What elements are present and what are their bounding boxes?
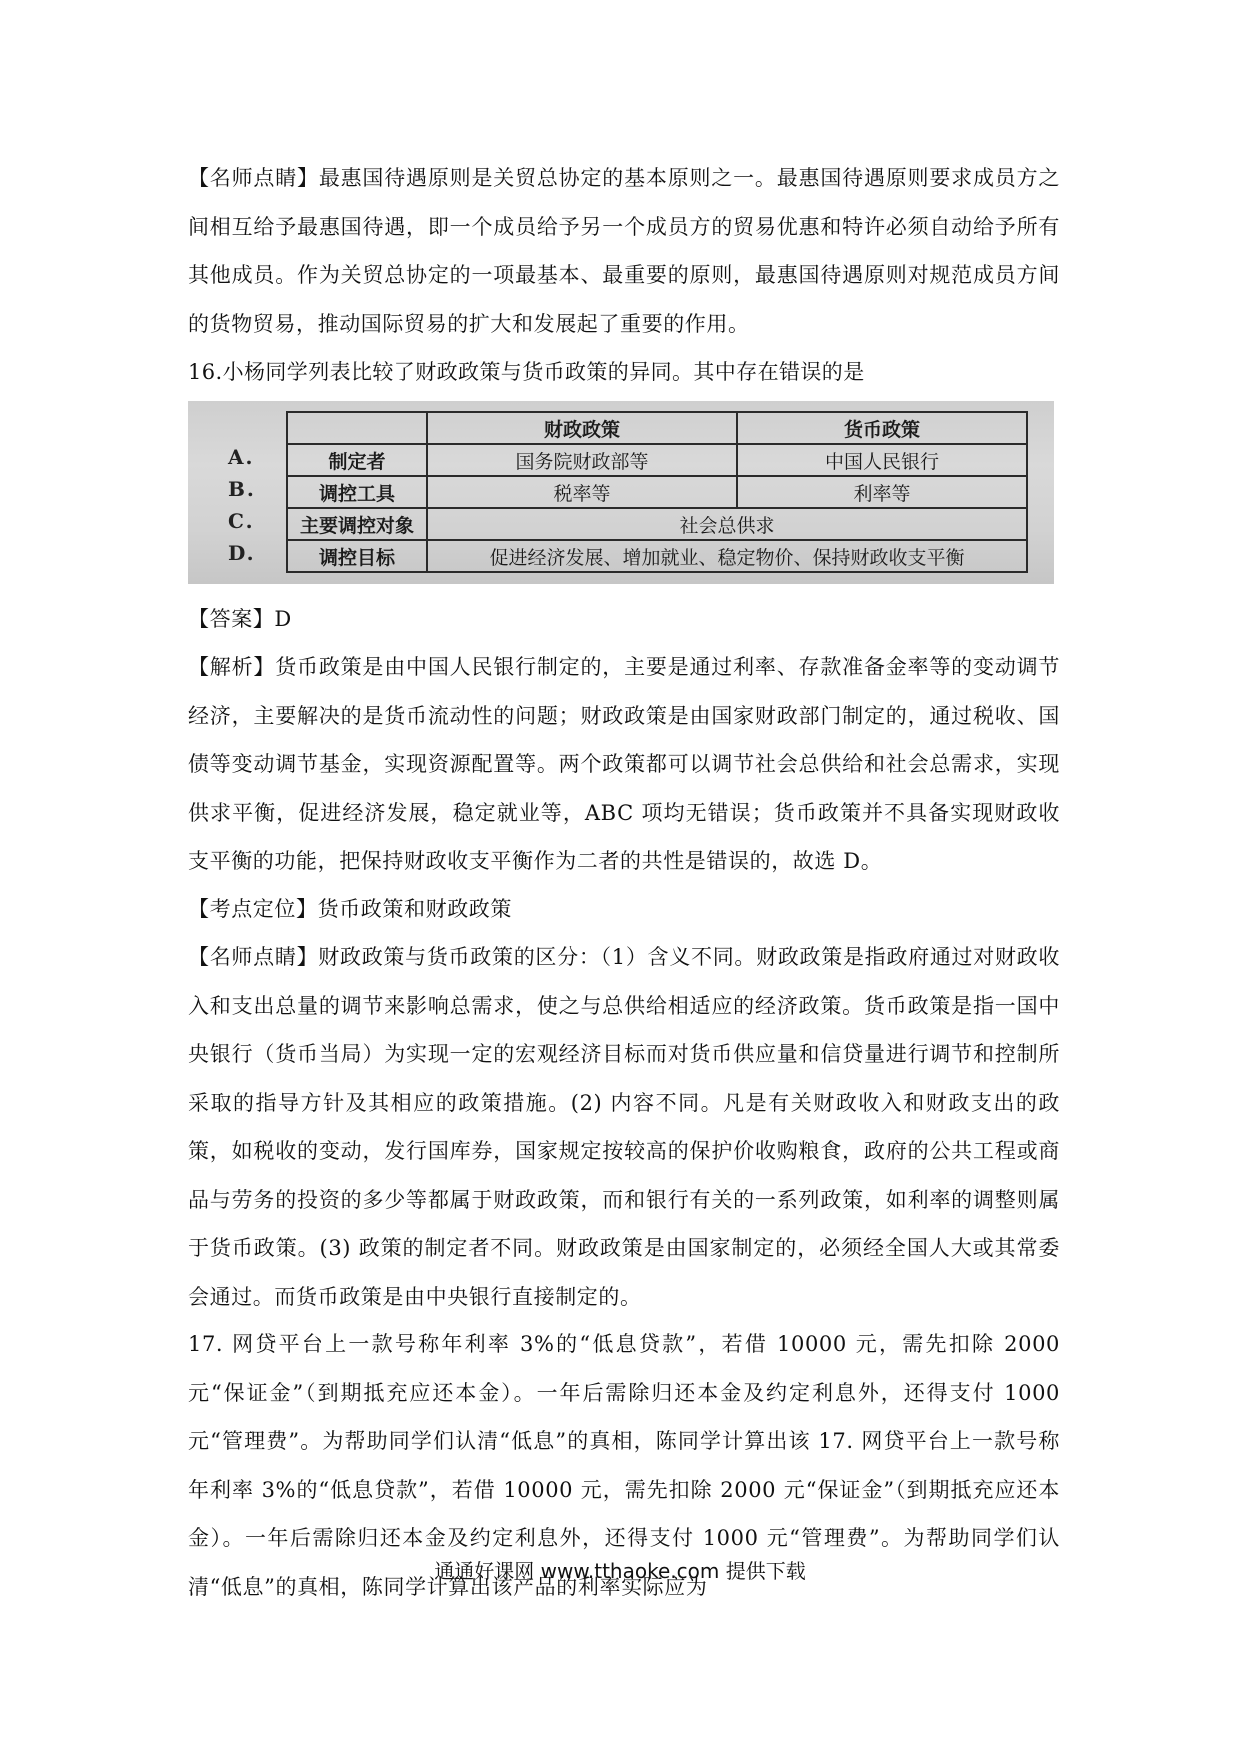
table-row bbox=[287, 508, 1027, 540]
option-b: B. bbox=[228, 477, 256, 501]
answer-line bbox=[188, 595, 1060, 644]
option-c: C. bbox=[228, 509, 255, 533]
teacher-tip-text: 最惠国待遇原则是关贸总协定的基本原则之一。最惠国待遇原则要求成员方之间相互给予最惠国待遇，即一个成员给予另一个成员方的贸易优惠和特许必须自动给予所有其他成员。作为关贸总协定的一项最基本、最重要的原则，最惠国待遇原则对规范成员方间的货物贸易，推动国际贸易的扩大和发展起了重要的作用。 bbox=[188, 166, 1060, 336]
teacher-tip-block-2 bbox=[188, 933, 1060, 1321]
row-label: 调控目标 bbox=[287, 540, 427, 572]
table-header-empty bbox=[287, 412, 427, 444]
question-16-stem: 16.小杨同学列表比较了财政政策与货币政策的异同。其中存在错误的是 bbox=[188, 360, 865, 384]
table-row bbox=[287, 444, 1027, 476]
page-footer: 通通好课网 www.tthaoke.com 提供下载 bbox=[434, 1559, 806, 1583]
teacher-tip-text: 财政政策与货币政策的区分：（1）含义不同。财政政策是指政府通过对财政收入和支出总量的调节来影响总需求，使之与总供给相适应的经济政策。货币政策是指一国中央银行（货币当局）为实现一定的宏观经济目标而对货币供应量和信贷量进行调节和控制所采取的指导方针及其相应的政策措施。(2) 内容不同。凡是有关财政收入和财政支出的政策，如税收的变动，发行国库券，国家规定按较高的保护价收购粮食，政府的公共工程或商品与劳务的投资的多少等都属于财政政策，而和银行有关的一系列政策，如利率的调整则属于货币政策。(3) 政策的制定者不同。财政政策是由国家制定的，必须经全国人大或其常委会通过。而货币政策是由中央银行直接制定的。 bbox=[188, 945, 1060, 1309]
answer-value: D bbox=[274, 607, 292, 631]
question-16-table-photo bbox=[188, 401, 1054, 584]
analysis-text: 货币政策是由中国人民银行制定的，主要是通过利率、存款准备金率等的变动调节经济，主要解决的是货币流动性的问题；财政政策是由国家财政部门制定的，通过税收、国债等变动调节基金，实现资源配置等。两个政策都可以调节社会总供给和社会总需求，实现供求平衡，促进经济发展，稳定就业等，ABC 项均无错误；货币政策并不具备实现财政收支平衡的功能，把保持财政收支平衡作为二者的共性是错误的，故选 D。 bbox=[188, 655, 1060, 873]
table-header-monetary: 货币政策 bbox=[737, 412, 1027, 444]
analysis-tag: 【解析】 bbox=[188, 655, 276, 679]
teacher-tip-tag: 【名师点睛】 bbox=[188, 945, 319, 969]
table-header-fiscal: 财政政策 bbox=[427, 412, 737, 444]
knowledge-point-text: 货币政策和财政政策 bbox=[317, 897, 513, 921]
row-label: 制定者 bbox=[287, 444, 427, 476]
cell-fiscal: 税率等 bbox=[427, 476, 737, 508]
answer-tag: 【答案】 bbox=[188, 607, 275, 631]
cell-monetary: 利率等 bbox=[737, 476, 1027, 508]
knowledge-point-line bbox=[188, 885, 1060, 934]
table-row bbox=[287, 476, 1027, 508]
question-17-stem: 17. 网贷平台上一款号称年利率 3%的“低息贷款”，若借 10000 元，需先扣除 2000 元“保证金”（到期抵充应还本金）。一年后需除归还本金及约定利息外，还得支付 1000 元“管理费”。为帮助同学们认清“低息”的真相，陈同学计算出该 17. 网贷平台上一款号称年利率 3%的“低息贷款”，若借 10000 元，需先扣除 2000 元“保证金”（到期抵充应还本金）。一年后需除归还本金及约定利息外，还得支付 1000 元“管理费”。为帮助同学们认清“低息”的真相，陈同学计算出该产品的利率实际应为 bbox=[188, 1332, 1060, 1599]
option-letters bbox=[228, 445, 268, 573]
row-label: 调控工具 bbox=[287, 476, 427, 508]
table-row bbox=[287, 540, 1027, 572]
policy-comparison-table bbox=[286, 411, 1028, 573]
cell-shared: 社会总供求 bbox=[427, 508, 1027, 540]
table-header-row bbox=[287, 412, 1027, 444]
cell-monetary: 中国人民银行 bbox=[737, 444, 1027, 476]
option-a: A. bbox=[228, 445, 255, 469]
cell-shared: 促进经济发展、增加就业、稳定物价、保持财政收支平衡 bbox=[427, 540, 1027, 572]
teacher-tip-tag: 【名师点睛】 bbox=[188, 166, 319, 190]
analysis-block bbox=[188, 643, 1060, 886]
row-label: 主要调控对象 bbox=[287, 508, 427, 540]
teacher-tip-block-1 bbox=[188, 154, 1060, 348]
knowledge-point-tag: 【考点定位】 bbox=[188, 897, 318, 921]
option-d: D. bbox=[228, 541, 256, 565]
cell-fiscal: 国务院财政部等 bbox=[427, 444, 737, 476]
